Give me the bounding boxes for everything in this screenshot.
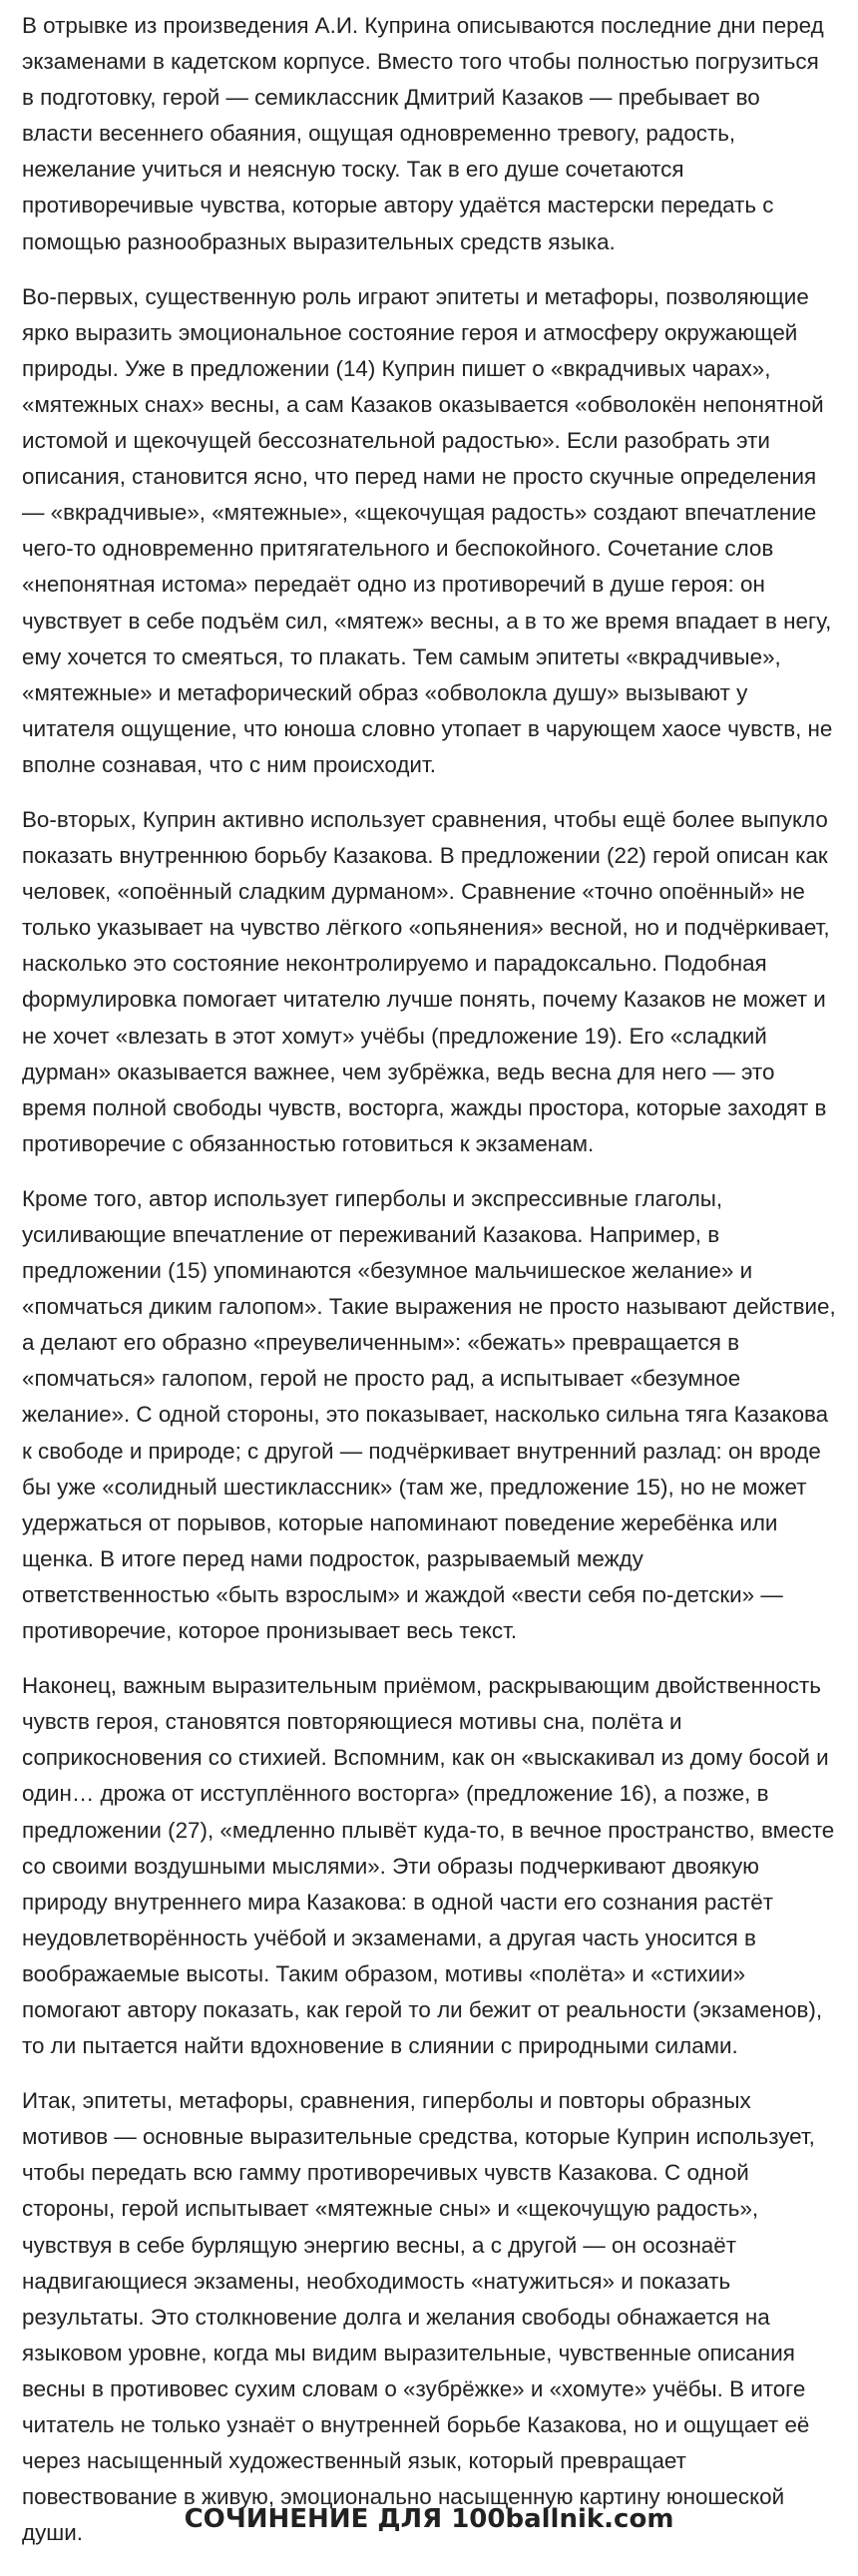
footer-caption: СОЧИНЕНИЕ ДЛЯ 100ballnik.com <box>184 2504 674 2534</box>
essay-paragraph-3: Во-вторых, Куприн активно использует сравнения, чтобы ещё более выпукло показать внутреннюю борьбу Казакова. В предложении (22) герой описан как человек, «опоённый сладким дурманом». Сравнение «точно опоённый» не только указывает на чувство лёгкого «опьянения» весной, но и подчёркивает, насколько это состояние неконтролируемо и парадоксально. Подобная формулировка помогает читателю лучше понять, почему Казаков не может и не хочет «влезать в этот хомут» учёбы (предложение 19). Его «сладкий дурман» оказывается важнее, чем зубрёжка, ведь весна для него — это время полной свободы чувств, восторга, жажды простора, которые заходят в противоречие с обязанностью готовиться к экзаменам. <box>22 806 830 1156</box>
essay-paragraph-5: Наконец, важным выразительным приёмом, раскрывающим двойственность чувств героя, становятся повторяющиеся мотивы сна, полёта и соприкосновения со стихией. Вспомним, как он «выскакивал из дому босой и один… дрожа от исступлённого восторга» (предложение 16), а позже, в предложении (27), «медленно плывёт куда-то, в вечное пространство, вместе со своими воздушными мыслями». Эти образы подчеркивают двоякую природу внутреннего мира Казакова: в одной части его сознания растёт неудовлетворённость учёбой и экзаменами, а другая часть уносится в воображаемые высоты. Таким образом, мотивы «полёта» и «стихии» помогают автору показать, как герой то ли бежит от реальности (экзаменов), то ли пытается найти вдохновение в слиянии с природными силами. <box>22 1673 835 2059</box>
essay-body <box>22 0 836 2551</box>
essay-paragraph-1: В отрывке из произведения А.И. Куприна описываются последние дни перед экзаменами в кадетском корпусе. Вместо того чтобы полностью погрузиться в подготовку, герой — семиклассник Дмитрий Казаков — пребывает во власти весеннего обаяния, ощущая одновременно тревогу, радость, нежелание учиться и неясную тоску. Так в его душе сочетаются противоречивые чувства, которые автору удаётся мастерски передать с помощью разнообразных выразительных средств языка. <box>22 13 824 254</box>
essay-paragraph-6: Итак, эпитеты, метафоры, сравнения, гиперболы и повторы образных мотивов — основные выразительные средства, которые Куприн использует, чтобы передать всю гамму противоречивых чувств Казакова. С одной стороны, герой испытывает «мятежные сны» и «щекочущую радость», чувствуя в себе бурлящую энергию весны, а с другой — он осознаёт надвигающиеся экзамены, необходимость «натужиться» и показать результаты. Это столкновение долга и желания свободы обнажается на языковом уровне, когда мы видим выразительные, чувственные описания весны в противовес сухим словам о «зубрёжке» и «хомуте» учёбы. В итоге читатель не только узнаёт о внутренней борьбе Казакова, но и ощущает её через насыщенный художественный язык, который превращает повествование в живую, эмоционально насыщенную картину юношеской души. <box>22 2088 815 2546</box>
essay-paragraph-2: Во-первых, существенную роль играют эпитеты и метафоры, позволяющие ярко выразить эмоциональное состояние героя и атмосферу окружающей природы. Уже в предложении (14) Куприн пишет о «вкрадчивых чарах», «мятежных снах» весны, а сам Казаков оказывается «обволокён непонятной истомой и щекочущей бессознательной радостью». Если разобрать эти описания, становится ясно, что перед нами не просто скучные определения — «вкрадчивые», «мятежные», «щекочущая радость» создают впечатление чего-то одновременно притягательного и беспокойного. Сочетание слов «непонятная истома» передаёт одно из противоречий в душе героя: он чувствует в себе подъём сил, «мятеж» весны, а в то же время впадает в негу, ему хочется то смеяться, то плакать. Тем самым эпитеты «вкрадчивые», «мятежные» и метафорический образ «обволокла душу» вызывают у читателя ощущение, что юноша словно утопает в чарующем хаосе чувств, не вполне сознавая, что с ним происходит. <box>22 283 833 777</box>
essay-paragraph-4: Кроме того, автор использует гиперболы и экспрессивные глаголы, усиливающие впечатление от переживаний Казакова. Например, в предложении (15) упоминаются «безумное мальчишеское желание» и «помчаться диким галопом». Такие выражения не просто называют действие, а делают его образно «преувеличенным»: «бежать» превращается в «помчаться» галопом, герой не просто рад, а испытывает «безумное желание». С одной стороны, это показывает, насколько сильна тяга Казакова к свободе и природе; с другой — подчёркивает внутренний разлад: он вроде бы уже «солидный шестиклассник» (там же, предложение 15), но не может удержаться от порывов, которые напоминают поведение жеребёнка или щенка. В итоге перед нами подросток, разрываемый между ответственностью «быть взрослым» и жаждой «вести себя по-детски» — противоречие, которое пронизывает весь текст. <box>22 1185 836 1644</box>
